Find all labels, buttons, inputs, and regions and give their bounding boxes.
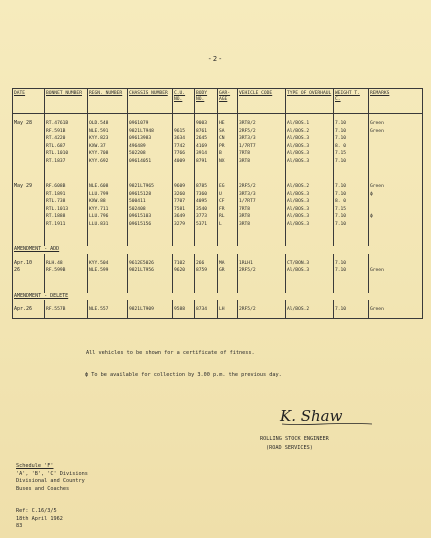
table-cell: RTL.1010 xyxy=(45,150,88,158)
table-cell: 7.10 xyxy=(334,306,369,314)
note-collection: ϕ To be available for collection by 3.00 p.m. the previous day. xyxy=(85,372,282,378)
table-cell xyxy=(173,275,195,293)
table-cell: 7742 xyxy=(173,143,195,151)
schedule-block xyxy=(16,463,88,493)
table-cell xyxy=(195,228,218,246)
table-cell: 09615103 xyxy=(128,213,173,221)
table-cell xyxy=(13,191,45,199)
table-cell: 3279 xyxy=(173,221,195,229)
table-cell: Al/BOS.3 xyxy=(286,213,334,221)
section-heading: AMENDMENT - ADD xyxy=(13,246,423,254)
table-cell xyxy=(13,135,45,143)
table-cell xyxy=(369,143,423,151)
table-cell: HE xyxy=(218,120,238,128)
table-cell xyxy=(13,150,45,158)
signatory-department: (ROAD SERVICES) xyxy=(266,445,313,451)
table-cell xyxy=(13,275,45,293)
table-cell xyxy=(13,198,45,206)
vehicle-schedule-table xyxy=(12,88,423,319)
table-cell: RF.557B xyxy=(45,306,88,314)
spacer-row xyxy=(13,165,423,183)
table-cell: 5371 xyxy=(195,221,218,229)
table-cell: NLE.591 xyxy=(88,128,128,136)
table-cell: CN xyxy=(218,135,238,143)
table-cell: 3RT8 xyxy=(238,221,286,229)
table-cell: 496489 xyxy=(128,143,173,151)
table-cell: Al/BOS.3 xyxy=(286,206,334,214)
table-cell xyxy=(334,314,369,319)
table-cell: NLE.557 xyxy=(88,306,128,314)
table-row xyxy=(13,221,423,229)
table-cell: 8791 xyxy=(195,158,218,166)
table-cell: Green xyxy=(369,267,423,275)
table-cell: 9612E5026 xyxy=(128,260,173,268)
section-heading-row xyxy=(13,246,423,254)
table-cell: KYY.692 xyxy=(88,158,128,166)
table-cell: 2RF5/2 xyxy=(238,183,286,191)
table-row xyxy=(13,135,423,143)
table-row xyxy=(13,191,423,199)
table-cell: 3260 xyxy=(173,191,195,199)
table-cell: Apr.26 xyxy=(13,306,45,314)
table-cell: 9609 xyxy=(173,183,195,191)
table-cell: 8785 xyxy=(195,183,218,191)
table-cell: RT.1837 xyxy=(45,158,88,166)
table-cell: Al/BOS.2 xyxy=(286,306,334,314)
column-header: BODY NO. xyxy=(195,89,218,114)
table-cell: 9620 xyxy=(173,267,195,275)
table-cell: Al/BOS.3 xyxy=(286,191,334,199)
table-cell: 3RT3/3 xyxy=(238,135,286,143)
table-cell: RTL.687 xyxy=(45,143,88,151)
table-cell: 500411 xyxy=(128,198,173,206)
page-number: -2- xyxy=(207,55,224,63)
table-cell: 7.15 xyxy=(334,206,369,214)
table-cell xyxy=(45,165,88,183)
table-header-row xyxy=(13,89,423,114)
column-header: DATE xyxy=(13,89,45,114)
table-cell: RLH.48 xyxy=(45,260,88,268)
signature-text: K. Shaw xyxy=(280,407,343,425)
table-cell: KYY.823 xyxy=(88,135,128,143)
table-cell: 09613983 xyxy=(128,135,173,143)
table-cell: 4009 xyxy=(173,158,195,166)
table-cell: 4095 xyxy=(195,198,218,206)
spacer-row xyxy=(13,314,423,319)
table-cell xyxy=(238,275,286,293)
table-cell xyxy=(128,314,173,319)
table-row xyxy=(13,183,423,191)
table-cell: 9821LT965 xyxy=(128,183,173,191)
table-cell: 8759 xyxy=(195,267,218,275)
table-cell: LLU.796 xyxy=(88,213,128,221)
table-cell xyxy=(88,165,128,183)
table-cell: 09614051 xyxy=(128,158,173,166)
table-cell: 09615156 xyxy=(128,221,173,229)
table-cell: 3773 xyxy=(195,213,218,221)
column-header: CHASSIS NUMBER xyxy=(128,89,173,114)
table-cell: EG xyxy=(218,183,238,191)
table-cell xyxy=(286,314,334,319)
table-cell xyxy=(173,228,195,246)
table-cell: 3649 xyxy=(173,213,195,221)
table-cell: 7RT8 xyxy=(238,206,286,214)
table-cell: Green xyxy=(369,120,423,128)
table-cell xyxy=(369,198,423,206)
column-header: VEHICLE CODE xyxy=(238,89,286,114)
table-cell: 3540 xyxy=(195,206,218,214)
table-cell: 7.10 xyxy=(334,158,369,166)
table-cell: 8. 0 xyxy=(334,143,369,151)
table-cell xyxy=(13,165,45,183)
table-cell: NLE.608 xyxy=(88,183,128,191)
table-cell xyxy=(173,314,195,319)
table-cell: GR xyxy=(218,267,238,275)
reference-block xyxy=(16,508,63,531)
table-cell: NX xyxy=(218,158,238,166)
section-heading: AMENDMENT - DELETE xyxy=(13,293,423,301)
table-cell: RT.4761B xyxy=(45,120,88,128)
signatory-title: ROLLING STOCK ENGINEER xyxy=(260,436,329,442)
table-cell: 266 xyxy=(195,260,218,268)
table-cell: 9003 xyxy=(195,120,218,128)
table-cell: FR xyxy=(218,206,238,214)
table-cell xyxy=(195,275,218,293)
table-cell: CF xyxy=(218,198,238,206)
table-cell: 9615 xyxy=(173,128,195,136)
table-cell: 7.15 xyxy=(334,150,369,158)
table-cell: ϕ xyxy=(369,213,423,221)
table-cell: 7766 xyxy=(173,150,195,158)
table-cell: May 28 xyxy=(13,120,45,128)
table-cell: LLU.799 xyxy=(88,191,128,199)
table-cell: 9821LT909 xyxy=(128,306,173,314)
table-cell xyxy=(173,165,195,183)
table-cell: RL xyxy=(218,213,238,221)
reference-code: 83 xyxy=(16,523,23,530)
spacer-row xyxy=(13,275,423,293)
table-cell xyxy=(128,275,173,293)
column-header: REGN. NUMBER xyxy=(88,89,128,114)
schedule-divisions: 'A', 'B', 'C' Divisions xyxy=(16,470,88,477)
table-cell xyxy=(88,314,128,319)
table-cell: 26 xyxy=(13,267,45,275)
table-cell xyxy=(238,314,286,319)
table-cell: Al/BOS.3 xyxy=(286,135,334,143)
table-cell: KXW.88 xyxy=(88,198,128,206)
table-cell: 2RF5/2 xyxy=(238,128,286,136)
table-cell xyxy=(218,228,238,246)
table-cell: PR xyxy=(218,143,238,151)
table-cell: L xyxy=(218,221,238,229)
table-cell: 3RT8 xyxy=(238,158,286,166)
table-cell xyxy=(195,165,218,183)
table-cell xyxy=(13,143,45,151)
table-cell xyxy=(13,206,45,214)
schedule-type: Divisional and Country xyxy=(16,478,85,485)
table-cell xyxy=(334,165,369,183)
table-cell: RT.4220 xyxy=(45,135,88,143)
table-cell xyxy=(128,165,173,183)
table-cell xyxy=(369,158,423,166)
table-cell: RTL.1013 xyxy=(45,206,88,214)
table-cell xyxy=(195,314,218,319)
table-cell: Al/BOS.3 xyxy=(286,221,334,229)
table-cell: 7.10 xyxy=(334,267,369,275)
column-header: REMARKS xyxy=(369,89,423,114)
table-cell: 3RT3/3 xyxy=(238,191,286,199)
table-cell: MA xyxy=(218,260,238,268)
table-cell: 7102 xyxy=(173,260,195,268)
reference-number: Ref: C.16/3/5 xyxy=(16,508,57,514)
table-cell xyxy=(13,228,45,246)
table-cell: 3634 xyxy=(173,135,195,143)
table-cell xyxy=(13,221,45,229)
table-cell: RT.1888 xyxy=(45,213,88,221)
table-cell xyxy=(45,314,88,319)
table-cell xyxy=(369,135,423,143)
table-cell xyxy=(13,128,45,136)
table-cell: KYY.708 xyxy=(88,150,128,158)
table-cell: 3914 xyxy=(195,150,218,158)
table-cell: 3RT8 xyxy=(238,213,286,221)
table-row xyxy=(13,150,423,158)
table-cell: ϕ xyxy=(369,191,423,199)
table-cell xyxy=(286,275,334,293)
table-cell: CT/BON.3 xyxy=(286,260,334,268)
table-cell xyxy=(369,221,423,229)
table-row xyxy=(13,260,423,268)
schedule-heading: Schedule 'F' xyxy=(16,463,54,469)
table-cell xyxy=(218,314,238,319)
table-cell: KYY.504 xyxy=(88,260,128,268)
table-cell xyxy=(88,275,128,293)
table-cell: Al/BOS.2 xyxy=(286,183,334,191)
table-cell: 0961079 xyxy=(128,120,173,128)
table-cell: Green xyxy=(369,183,423,191)
column-header: WEIGHT T. C. xyxy=(334,89,369,114)
table-cell xyxy=(286,228,334,246)
table-cell: Al/BOS.3 xyxy=(286,198,334,206)
table-cell: 7581 xyxy=(173,206,195,214)
table-cell: 8. 0 xyxy=(334,198,369,206)
column-header: BONNET NUMBER xyxy=(45,89,88,114)
table-cell: RF.599B xyxy=(45,267,88,275)
table-cell xyxy=(286,165,334,183)
schedule-vehicles: Buses and Coaches xyxy=(16,485,70,492)
table-row xyxy=(13,206,423,214)
table-cell: RTL.738 xyxy=(45,198,88,206)
table-cell xyxy=(369,165,423,183)
table-cell: 7.10 xyxy=(334,221,369,229)
table-cell: 8761 xyxy=(195,128,218,136)
table-cell: Green xyxy=(369,128,423,136)
table-cell: Al/BOS.3 xyxy=(286,143,334,151)
table-cell: 1RLH1 xyxy=(238,260,286,268)
table-cell: Apr.10 xyxy=(13,260,45,268)
table-cell: May 29 xyxy=(13,183,45,191)
table-row xyxy=(13,213,423,221)
column-header: TYPE OF OVERHAUL xyxy=(286,89,334,114)
table-cell: LLU.831 xyxy=(88,221,128,229)
table-cell: Al/BOS.1 xyxy=(286,120,334,128)
table-cell: RT.1911 xyxy=(45,221,88,229)
section-heading-row xyxy=(13,293,423,301)
table-cell xyxy=(13,314,45,319)
table-cell xyxy=(369,275,423,293)
table-cell: Al/BOS.3 xyxy=(286,158,334,166)
table-cell: 3RT8/2 xyxy=(238,120,286,128)
table-cell xyxy=(369,206,423,214)
reference-date: 18th April 1962 xyxy=(16,515,63,522)
table-cell: 7RT8 xyxy=(238,150,286,158)
table-cell: RF.591B xyxy=(45,128,88,136)
table-row xyxy=(13,267,423,275)
table-row xyxy=(13,128,423,136)
table-row xyxy=(13,306,423,314)
table-cell xyxy=(13,158,45,166)
table-cell: LH xyxy=(218,306,238,314)
table-cell: KYY.711 xyxy=(88,206,128,214)
table-cell xyxy=(218,275,238,293)
table-cell: 7.10 xyxy=(334,128,369,136)
column-header: C.U. NO. xyxy=(173,89,195,114)
table-cell: 7.10 xyxy=(334,191,369,199)
table-cell: 502408 xyxy=(128,206,173,214)
table-cell: 1/7RT7 xyxy=(238,198,286,206)
table-cell: 9588 xyxy=(173,306,195,314)
table-cell: OLD.548 xyxy=(88,120,128,128)
table-cell: 7.10 xyxy=(334,120,369,128)
table-cell: 7.10 xyxy=(334,260,369,268)
table-cell: 2645 xyxy=(195,135,218,143)
table-row xyxy=(13,143,423,151)
column-header: GAR-AGE xyxy=(218,89,238,114)
table-cell: 7.10 xyxy=(334,135,369,143)
table-cell: 9821LT948 xyxy=(128,128,173,136)
table-cell xyxy=(128,228,173,246)
table-cell: NLE.599 xyxy=(88,267,128,275)
table-cell xyxy=(238,165,286,183)
table-cell: 8734 xyxy=(195,306,218,314)
table-cell: Green xyxy=(369,306,423,314)
table-cell: KXW.37 xyxy=(88,143,128,151)
table-row xyxy=(13,120,423,128)
table-cell: 2RF5/2 xyxy=(238,267,286,275)
table-row xyxy=(13,158,423,166)
table-cell xyxy=(369,260,423,268)
table-cell: 7707 xyxy=(173,198,195,206)
table-cell: Al/BOS.3 xyxy=(286,150,334,158)
table-cell: 9821LT956 xyxy=(128,267,173,275)
table-cell xyxy=(45,228,88,246)
table-cell xyxy=(13,213,45,221)
signature xyxy=(276,402,396,428)
table-row xyxy=(13,198,423,206)
table-cell xyxy=(369,314,423,319)
spacer-row xyxy=(13,228,423,246)
table-cell xyxy=(45,275,88,293)
table-cell: 2RF5/2 xyxy=(238,306,286,314)
table-cell: RT.1891 xyxy=(45,191,88,199)
note-certificate: All vehicles to be shown for a certificate of fitness. xyxy=(86,350,255,356)
table-cell xyxy=(334,228,369,246)
table-cell xyxy=(238,228,286,246)
table-cell: B xyxy=(218,150,238,158)
table-cell: Al/BOS.2 xyxy=(286,128,334,136)
table-cell: 7.10 xyxy=(334,183,369,191)
table-cell xyxy=(218,165,238,183)
table-cell: 1/7RT7 xyxy=(238,143,286,151)
table-cell: 09615128 xyxy=(128,191,173,199)
table-cell: SA xyxy=(218,128,238,136)
table-cell: 4169 xyxy=(195,143,218,151)
table-cell xyxy=(369,150,423,158)
table-cell xyxy=(173,120,195,128)
table-cell: 7.10 xyxy=(334,213,369,221)
table-cell xyxy=(369,228,423,246)
table-cell xyxy=(88,228,128,246)
table-body xyxy=(13,114,423,319)
table-cell: 502208 xyxy=(128,150,173,158)
table-cell xyxy=(334,275,369,293)
table-cell: Al/BOS.3 xyxy=(286,267,334,275)
table-cell: 7360 xyxy=(195,191,218,199)
table-cell: RF.608B xyxy=(45,183,88,191)
table-cell: U xyxy=(218,191,238,199)
